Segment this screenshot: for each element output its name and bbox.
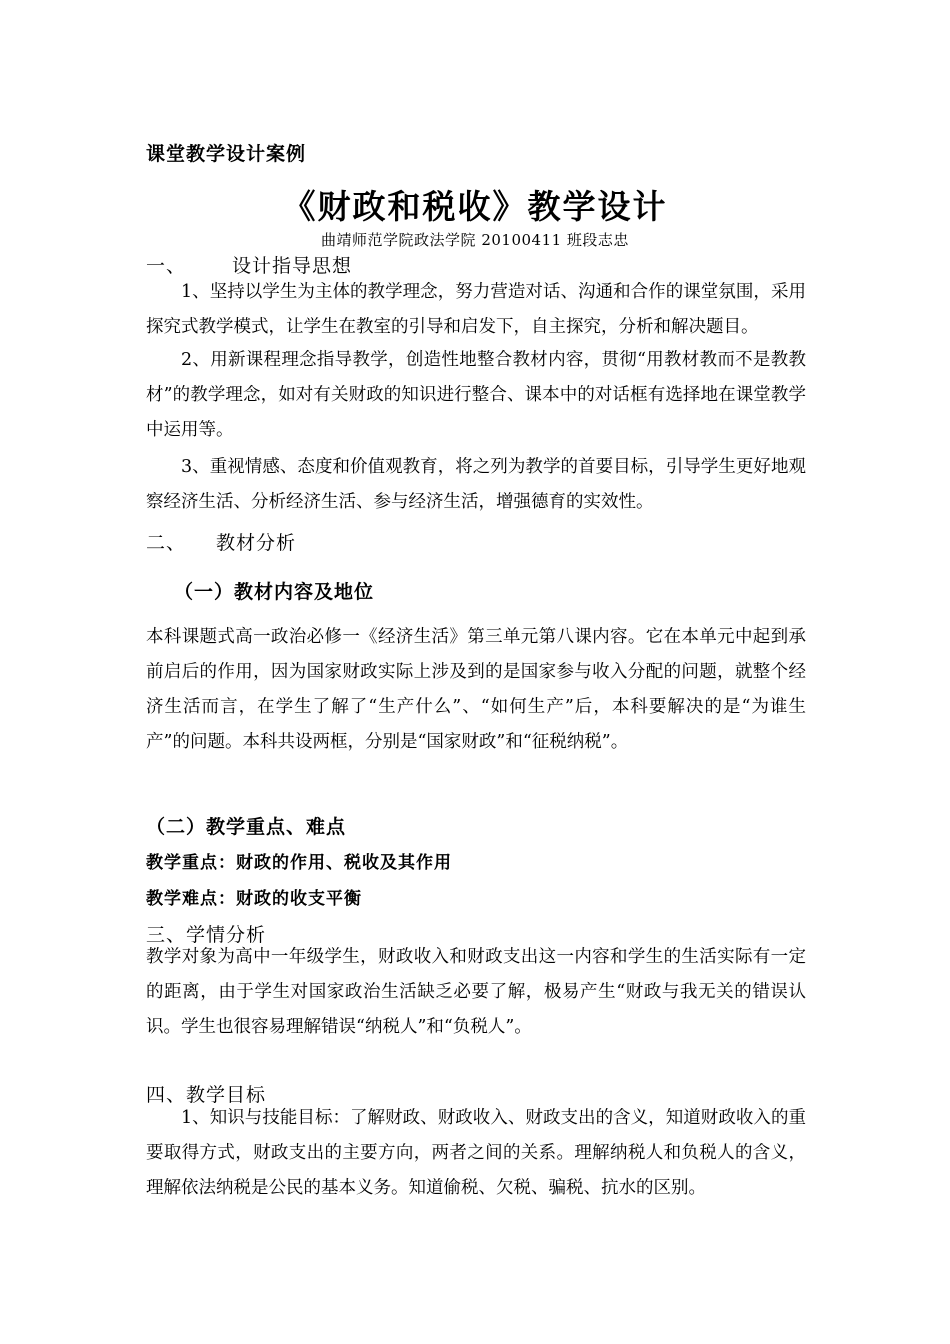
section-1-paragraph-1: 1、坚持以学生为主体的教学理念，努力营造对话、沟通和合作的课堂氛围，采用探究式教学模式，让学生在教室的引导和启发下，自主探究，分析和解决题目。 [146, 282, 806, 337]
section-3-heading: 三、学情分析 [146, 924, 267, 946]
section-4-paragraph-1: 1、知识与技能目标：了解财政、财政收入、财政支出的含义，知道财政收入的重要取得方式，财政支出的主要方向，两者之间的关系。理解纳税人和负税人的含义，理解依法纳税是公民的基本义务。知道偷税、欠税、骗税、抗水的区别。 [146, 1108, 806, 1198]
document-category-label: 课堂教学设计案例 [146, 143, 307, 165]
section-4-heading: 四、教学目标 [146, 1084, 267, 1106]
teaching-key-points: 教学重点：财政的作用、税收及其作用 [146, 853, 452, 873]
section-1-title: 设计指导思想 [232, 255, 353, 277]
document-title: 《财政和税收》教学设计 [282, 187, 668, 226]
section-3-paragraph-1: 教学对象为高中一年级学生，财政收入和财政支出这一内容和学生的生活实际有一定的距离，由于学生对国家政治生活缺乏必要了解，极易产生“财政与我无关的错误认识。学生也很容易理解错误“纳税人”和“负税人”。 [146, 947, 806, 1037]
document-author-line: 曲靖师范学院政法学院 20100411 班段志忠 [321, 231, 629, 249]
section-1-heading [146, 251, 352, 278]
section-2-number: 二、 [146, 532, 187, 554]
section-2-title: 教材分析 [216, 532, 297, 554]
section-2-paragraph-1: 本科课题式高一政治必修一《经济生活》第三单元第八课内容。它在本单元中起到承前启后的作用，因为国家财政实际上涉及到的是国家参与收入分配的问题，就整个经济生活而言，在学生了解了“生产什么”、“如何生产”后，本科要解决的是“为谁生产”的问题。本科共设两框，分别是“国家财政”和“征税纳税”。 [146, 627, 806, 752]
teaching-difficulties: 教学难点：财政的收支平衡 [146, 889, 362, 909]
section-2-heading [146, 528, 296, 555]
section-1-paragraph-2: 2、用新课程理念指导教学，创造性地整合教材内容，贯彻“用教材教而不是教教材”的教学理念，如对有关财政的知识进行整合、课本中的对话框有选择地在课堂教学中运用等。 [146, 350, 806, 440]
section-1-paragraph-3: 3、重视情感、态度和价值观教育，将之列为教学的首要目标，引导学生更好地观察经济生活、分析经济生活、参与经济生活，增强德育的实效性。 [146, 457, 806, 512]
section-2-subheading-2: （二）教学重点、难点 [146, 816, 347, 838]
section-2-subheading-1: （一）教材内容及地位 [174, 581, 375, 603]
section-1-number: 一、 [146, 255, 187, 277]
